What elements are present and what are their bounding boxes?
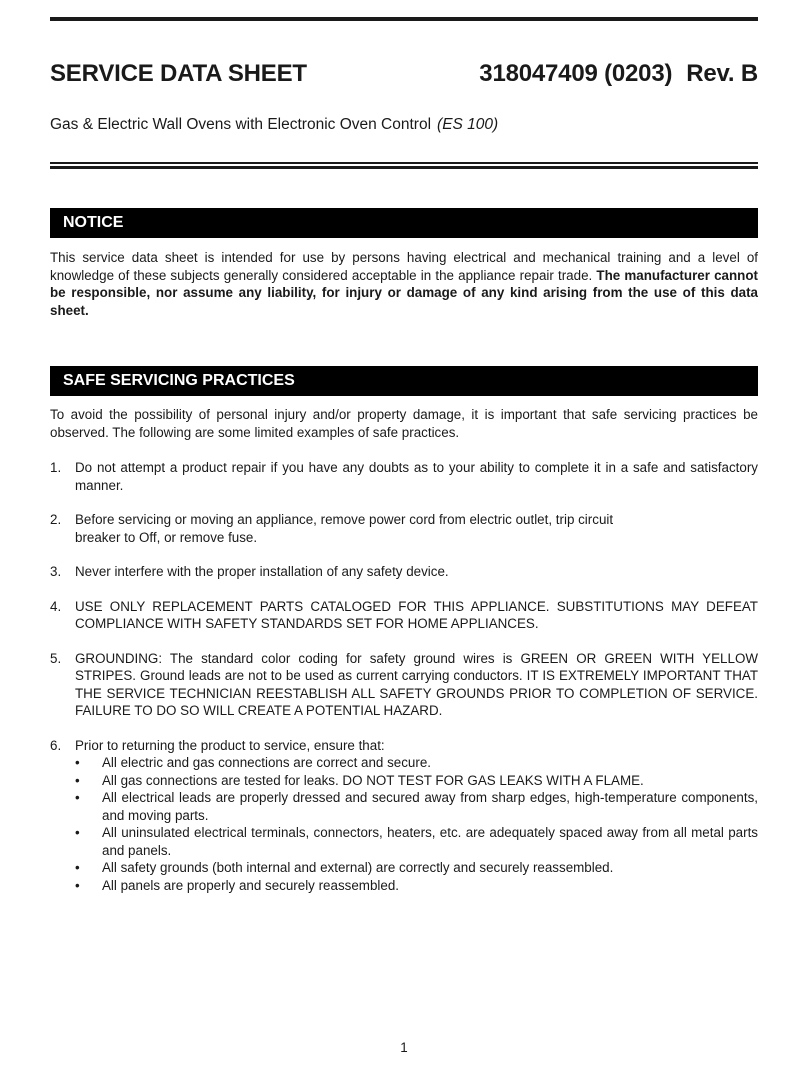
document-number xyxy=(479,60,758,88)
checklist xyxy=(75,754,758,894)
divider-thin xyxy=(50,162,758,164)
item-number: 4. xyxy=(50,598,62,614)
item-text: Prior to returning the product to service, ensure that: xyxy=(75,737,385,753)
checklist-item xyxy=(75,877,758,895)
document-title: SERVICE DATA SHEET xyxy=(50,60,307,87)
bullet-icon: • xyxy=(75,755,80,770)
safe-practices-heading: SAFE SERVICING PRACTICES xyxy=(50,366,758,396)
bullet-icon: • xyxy=(75,860,80,875)
notice-disclaimer: The manufacturer cannot be responsible, nor assume any liability, for injury or damage of any kind arising from the use of this data sheet. xyxy=(50,267,758,318)
bullet-icon: • xyxy=(75,877,80,893)
page-number: 1 xyxy=(400,1040,408,1055)
item-text: Never interfere with the proper installation of any safety device. xyxy=(75,564,449,579)
checklist-text: All gas connections are tested for leaks. DO NOT TEST FOR GAS LEAKS WITH A FLAME. xyxy=(102,772,644,788)
safe-practices-list xyxy=(50,459,758,911)
checklist-item xyxy=(75,859,758,877)
list-item xyxy=(50,563,758,581)
revision-label: Rev. B xyxy=(686,60,758,87)
bullet-icon: • xyxy=(75,772,80,788)
list-item xyxy=(50,511,758,546)
item-number: 5. xyxy=(50,650,62,666)
item-number: 2. xyxy=(50,512,62,527)
checklist-item xyxy=(75,824,758,859)
header-divider xyxy=(50,162,758,169)
title-row xyxy=(50,60,758,94)
bullet-icon: • xyxy=(75,825,80,840)
checklist-text: All electrical leads are properly dressed and secured away from sharp edges, high-temperature components, and moving parts. xyxy=(102,790,758,823)
safe-practices-intro: To avoid the possibility of personal injury and/or property damage, it is important that safe servicing practices be observed. The following are some limited examples of safe practices. xyxy=(50,407,758,440)
notice-text: This service data sheet is intended for use by persons having electrical and mechanical training and a level of knowledge of these subjects generally considered acceptable in the appliance repair trade. xyxy=(50,250,758,283)
item-number: 1. xyxy=(50,460,62,475)
subtitle-text: Gas & Electric Wall Ovens with Electronic Oven Control xyxy=(50,116,432,133)
item-text: Do not attempt a product repair if you have any doubts as to your ability to complete it in a safe and satisfactory manner. xyxy=(75,460,758,493)
bullet-icon: • xyxy=(75,790,80,805)
checklist-text: All uninsulated electrical terminals, connectors, heaters, etc. are adequately spaced away from all metal parts and panels. xyxy=(102,825,758,858)
checklist-text: All safety grounds (both internal and external) are correctly and securely reassembled. xyxy=(102,860,614,875)
list-item xyxy=(50,459,758,494)
item-text-line: breaker to Off, or remove fuse. xyxy=(75,529,258,545)
checklist-item xyxy=(75,789,758,824)
notice-heading: NOTICE xyxy=(50,208,758,238)
checklist-text: All electric and gas connections are correct and secure. xyxy=(102,755,431,770)
notice-body xyxy=(50,249,758,319)
item-text-line: Before servicing or moving an appliance, remove power cord from electric outlet, trip circuit xyxy=(75,512,614,527)
list-item xyxy=(50,650,758,720)
item-number: 3. xyxy=(50,564,62,579)
divider-thick xyxy=(50,166,758,169)
list-item xyxy=(50,737,758,895)
checklist-item xyxy=(75,772,758,790)
model-label: (ES 100) xyxy=(437,116,499,133)
item-number: 6. xyxy=(50,737,62,753)
doc-number-value: 318047409 (0203) xyxy=(479,60,673,87)
document-subtitle xyxy=(50,116,498,134)
item-text: GROUNDING: The standard color coding for safety ground wires is GREEN OR GREEN WITH YELLOW STRIPES. Ground leads are not to be used as current carrying conductors. IT IS EXTREMELY IMPORTANT THAT THE SERVICE TECHNICIAN REESTABLISH ALL SAFETY GROUNDS PRIOR TO COMPLETION OF SERVICE. FAILURE TO DO SO WILL CREATE A POTENTIAL HAZARD. xyxy=(75,650,758,718)
item-text: USE ONLY REPLACEMENT PARTS CATALOGED FOR THIS APPLIANCE. SUBSTITUTIONS MAY DEFEAT COMPLIANCE WITH SAFETY STANDARDS SET FOR HOME APPLIANCES. xyxy=(75,598,758,631)
list-item xyxy=(50,598,758,633)
checklist-item xyxy=(75,754,758,772)
checklist-text: All panels are properly and securely reassembled. xyxy=(102,877,399,893)
top-rule xyxy=(50,17,758,21)
